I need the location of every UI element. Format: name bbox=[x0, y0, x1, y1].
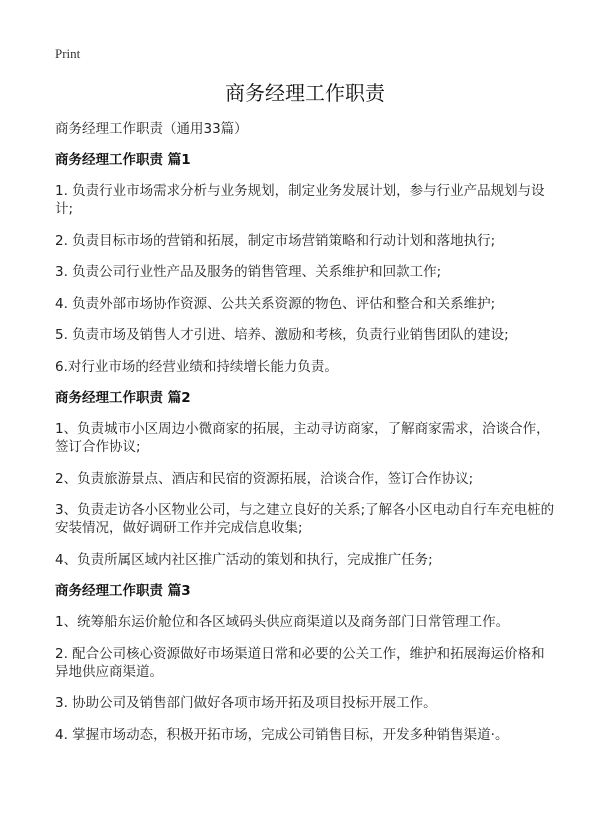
duty-item: 3、负责走访各小区物业公司，与之建立良好的关系;了解各小区电动自行车充电桩的安装情况，做好调研工作并完成信息收集; bbox=[55, 502, 555, 536]
print-link[interactable]: Print bbox=[55, 46, 81, 61]
duty-item: 1、负责城市小区周边小微商家的拓展，主动寻访商家，了解商家需求，洽谈合作，签订合作协议; bbox=[55, 421, 550, 455]
section-heading: 商务经理工作职责 篇2 bbox=[55, 390, 191, 406]
duty-item: 1、统筹船东运价舱位和各区域码头供应商渠道以及商务部门日常管理工作。 bbox=[55, 614, 510, 630]
document-page bbox=[55, 46, 555, 757]
duty-item: 2. 配合公司核心资源做好市场渠道日常和必要的公关工作，维护和拓展海运价格和异地供应商渠道。 bbox=[55, 645, 545, 680]
duty-item: 3. 负责公司行业性产品及服务的销售管理、关系维护和回款工作; bbox=[55, 264, 442, 280]
duty-item: 4. 负责外部市场协作资源、公共关系资源的物色、评估和整合和关系维护; bbox=[55, 295, 496, 312]
section-heading: 商务经理工作职责 篇1 bbox=[55, 152, 191, 168]
duty-item: 1. 负责行业市场需求分析与业务规划，制定业务发展计划，参与行业产品规划与设计; bbox=[55, 183, 545, 217]
duty-item: 2. 负责目标市场的营销和拓展，制定市场营销策略和行动计划和落地执行; bbox=[55, 232, 496, 249]
duty-item: 2、负责旅游景点、酒店和民宿的资源拓展，洽谈合作，签订合作协议; bbox=[55, 470, 474, 487]
duty-item: 3. 协助公司及销售部门做好各项市场开拓及项目投标开展工作。 bbox=[55, 695, 437, 711]
duty-item: 4. 掌握市场动态，积极开拓市场，完成公司销售目标，开发多种销售渠道·。 bbox=[55, 726, 509, 743]
duty-item: 4、负责所属区域内社区推广活动的策划和执行，完成推广任务; bbox=[55, 551, 433, 568]
duty-item: 6.对行业市场的经营业绩和持续增长能力负责。 bbox=[55, 358, 338, 375]
section-heading: 商务经理工作职责 篇3 bbox=[55, 583, 191, 599]
sections-container bbox=[55, 151, 555, 744]
document-title: 商务经理工作职责 bbox=[225, 81, 385, 105]
document-subtitle: 商务经理工作职责（通用33篇） bbox=[55, 121, 248, 137]
duty-item: 5. 负责市场及销售人才引进、培养、激励和考核，负责行业销售团队的建设; bbox=[55, 327, 509, 343]
